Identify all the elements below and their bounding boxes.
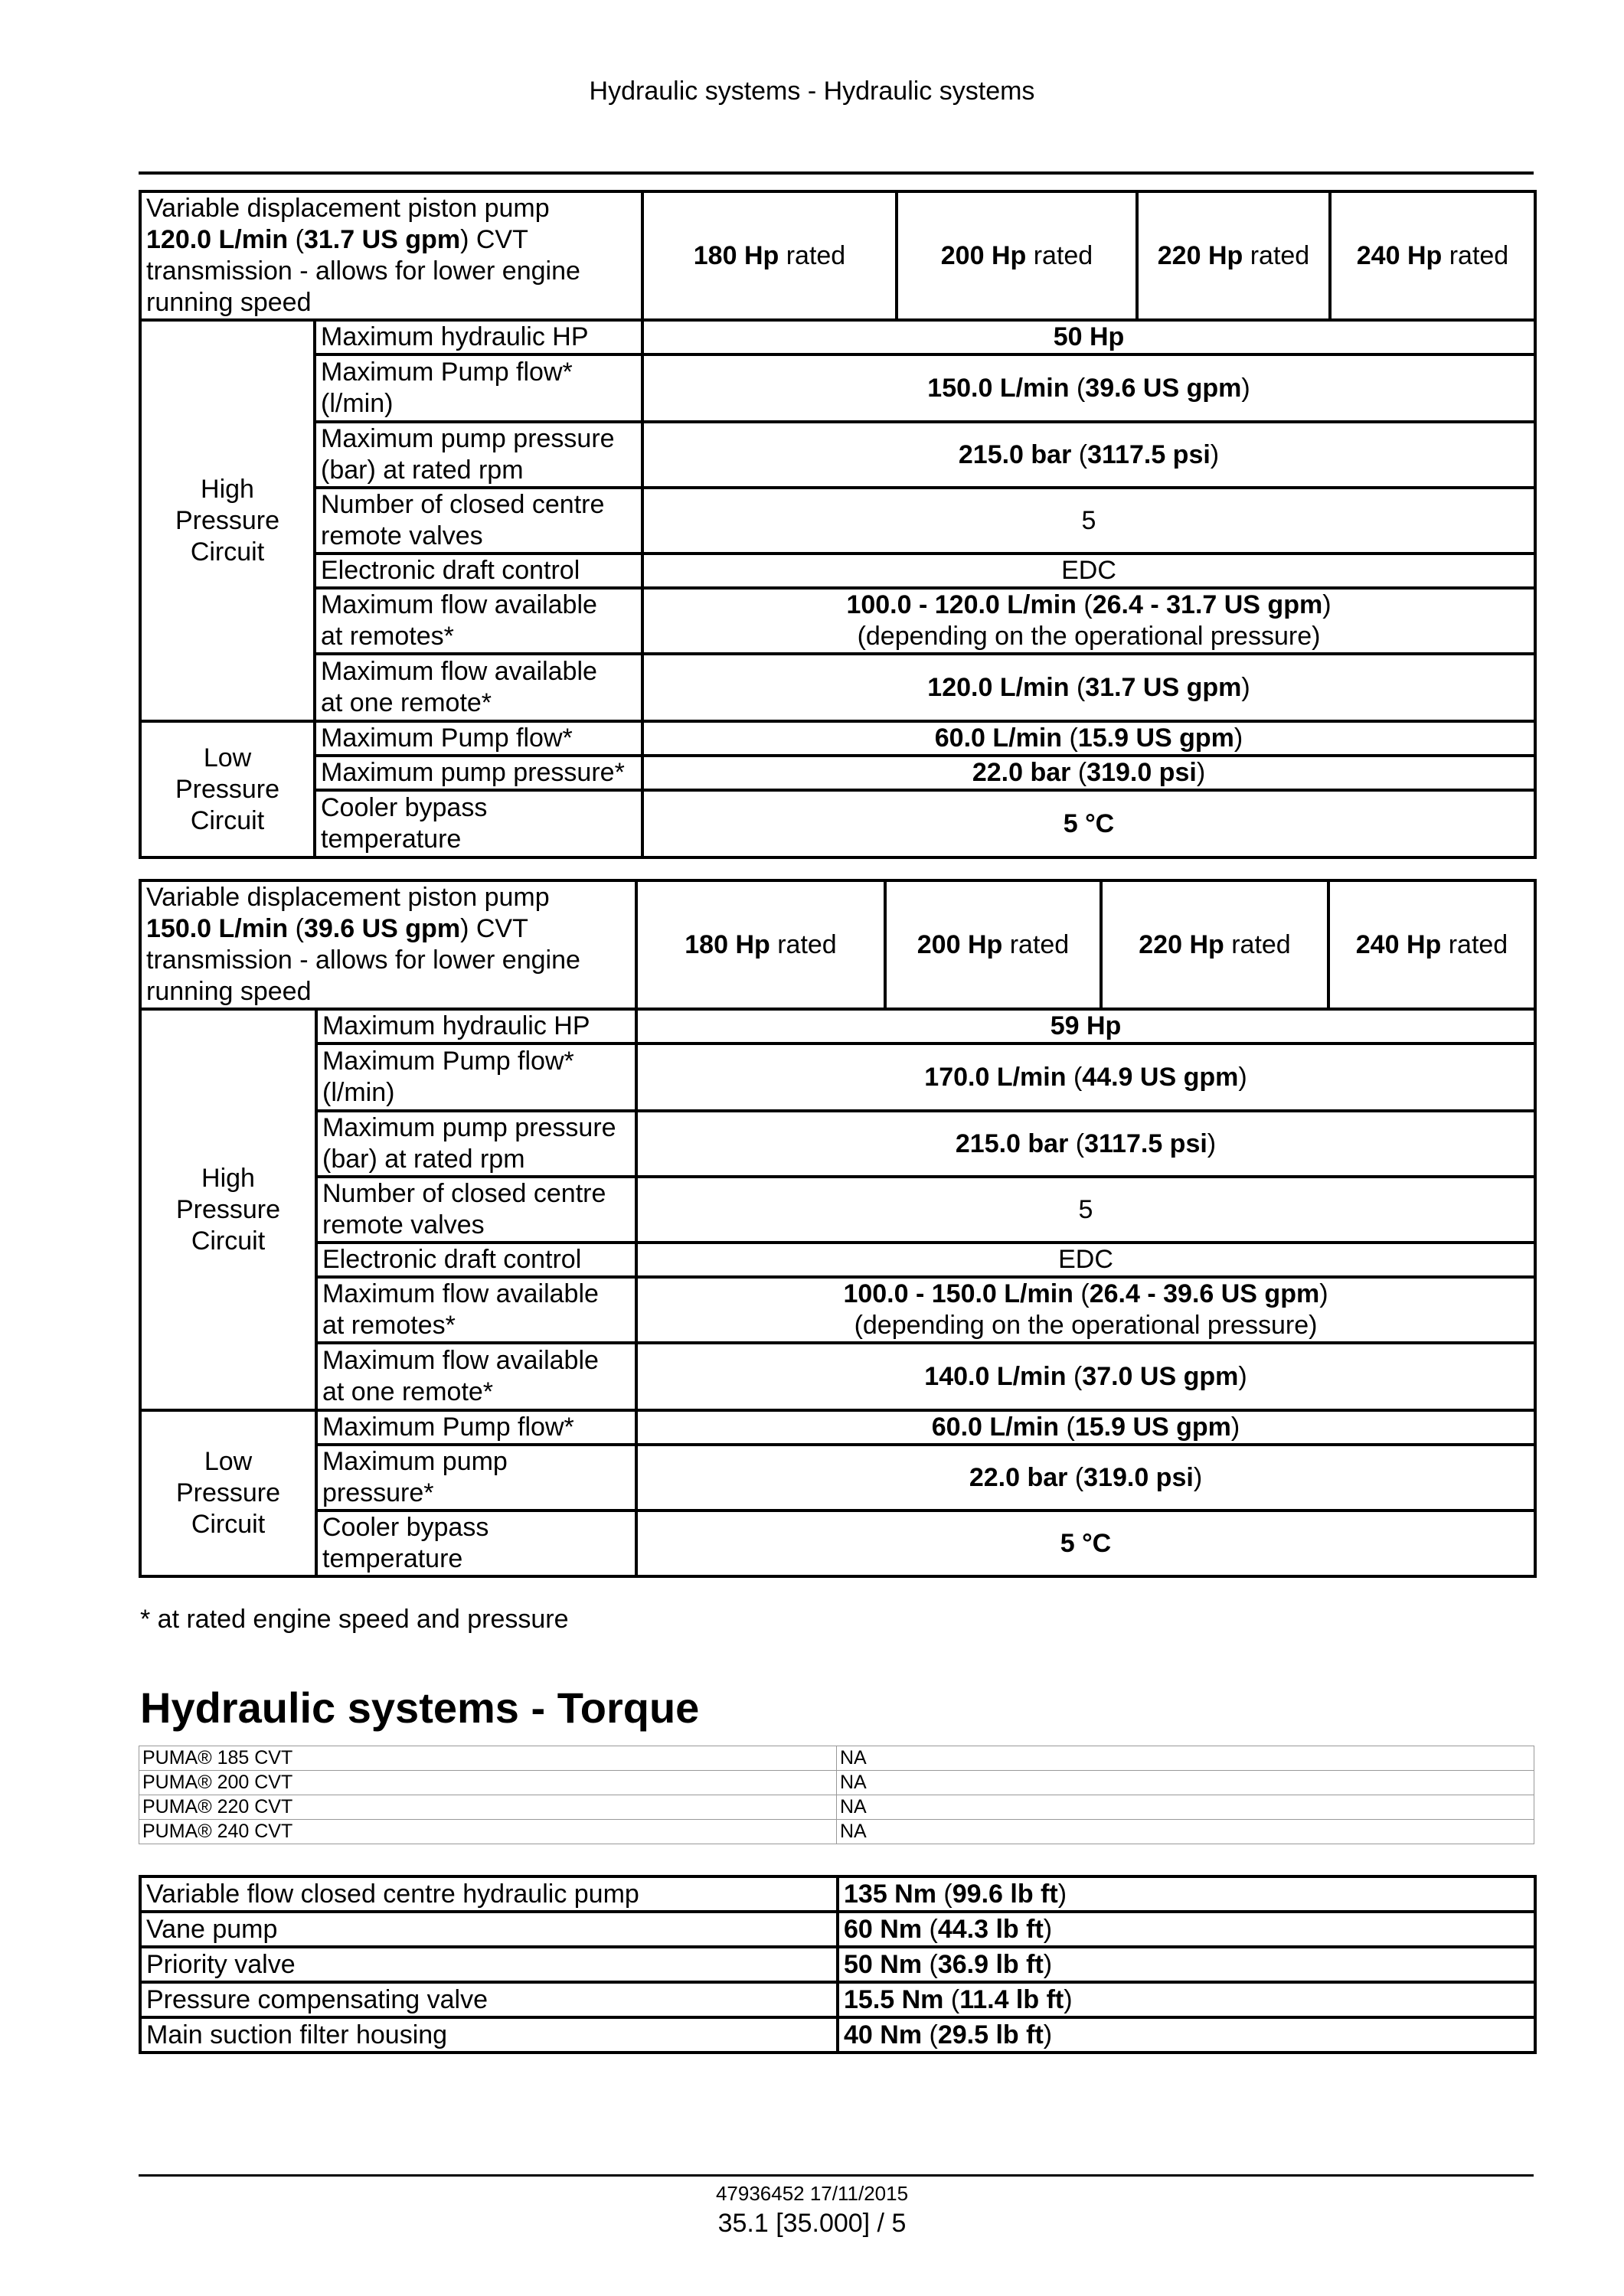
model-name: PUMA® 185 CVT <box>139 1746 837 1771</box>
rating-header-200: 200 Hp rated <box>897 191 1137 320</box>
rating-header-180: 180 Hp rated <box>642 191 897 320</box>
param-value: 140.0 L/min (37.0 US gpm) <box>636 1343 1535 1410</box>
param-label: Number of closed centre remote valves <box>315 488 642 554</box>
pump-description: Variable displacement piston pump 120.0 L/min (31.7 US gpm) CVT transmission - allows for lower engine running speed <box>140 191 642 320</box>
rating-header-200: 200 Hp rated <box>885 880 1101 1009</box>
param-value: 215.0 bar (3117.5 psi) <box>636 1111 1535 1177</box>
spec-row <box>140 1177 1535 1243</box>
torque-row <box>140 1982 1535 2017</box>
torque-row <box>140 2017 1535 2053</box>
torque-value: 40 Nm (29.5 lb ft) <box>838 2017 1535 2053</box>
spec-row <box>140 588 1535 654</box>
torque-table <box>139 1875 1537 2054</box>
torque-row <box>140 1876 1535 1912</box>
spec-row <box>140 721 1535 756</box>
rating-header-240: 240 Hp rated <box>1330 191 1535 320</box>
page-number: 35.1 [35.000] / 5 <box>717 2209 907 2238</box>
param-label: Electronic draft control <box>316 1243 636 1277</box>
low-pressure-circuit-label: Low Pressure Circuit <box>140 721 315 857</box>
param-value: 59 Hp <box>636 1009 1535 1043</box>
header-rule <box>139 171 1534 175</box>
param-label: Maximum Pump flow* <box>316 1410 636 1445</box>
document-id: 47936452 17/11/2015 <box>715 2182 909 2205</box>
spec-row <box>140 354 1535 422</box>
model-value: NA <box>837 1820 1534 1844</box>
param-label: Maximum Pump flow* <box>315 721 642 756</box>
spec-row <box>140 1111 1535 1177</box>
torque-component: Vane pump <box>140 1912 838 1947</box>
torque-row <box>140 1947 1535 1982</box>
spec-row <box>140 422 1535 488</box>
param-label: Number of closed centre remote valves <box>316 1177 636 1243</box>
torque-value: 50 Nm (36.9 lb ft) <box>838 1947 1535 1982</box>
spec-header-row <box>140 191 1535 320</box>
spec-row <box>140 756 1535 790</box>
torque-component: Pressure compensating valve <box>140 1982 838 2017</box>
param-value: 5 °C <box>642 790 1535 857</box>
rating-header-180: 180 Hp rated <box>636 880 885 1009</box>
param-value: 60.0 L/min (15.9 US gpm) <box>642 721 1535 756</box>
rating-header-240: 240 Hp rated <box>1328 880 1535 1009</box>
model-value: NA <box>837 1795 1534 1820</box>
param-value: 22.0 bar (319.0 psi) <box>642 756 1535 790</box>
model-row <box>139 1746 1534 1771</box>
param-label: Maximum pump pressure* <box>316 1445 636 1511</box>
spec-row <box>140 554 1535 588</box>
param-value: 60.0 L/min (15.9 US gpm) <box>636 1410 1535 1445</box>
pump-description: Variable displacement piston pump 150.0 L/min (39.6 US gpm) CVT transmission - allows for lower engine running speed <box>140 880 636 1009</box>
param-value: 22.0 bar (319.0 psi) <box>636 1445 1535 1511</box>
footnote: * at rated engine speed and pressure <box>140 1605 569 1634</box>
spec-row <box>140 654 1535 721</box>
section-title: Hydraulic systems - Torque <box>140 1684 700 1732</box>
model-name: PUMA® 240 CVT <box>139 1820 837 1844</box>
rating-header-220: 220 Hp rated <box>1137 191 1330 320</box>
model-name: PUMA® 200 CVT <box>139 1771 837 1795</box>
torque-value: 60 Nm (44.3 lb ft) <box>838 1912 1535 1947</box>
running-header: Hydraulic systems - Hydraulic systems <box>589 77 1035 106</box>
low-pressure-circuit-label: Low Pressure Circuit <box>140 1410 316 1576</box>
param-value: 170.0 L/min (44.9 US gpm) <box>636 1043 1535 1111</box>
spec-row <box>140 1511 1535 1576</box>
param-value: 100.0 - 120.0 L/min (26.4 - 31.7 US gpm) (depending on the operational pressure) <box>642 588 1535 654</box>
param-value: 215.0 bar (3117.5 psi) <box>642 422 1535 488</box>
high-pressure-circuit-label: High Pressure Circuit <box>140 320 315 721</box>
param-label: Maximum hydraulic HP <box>315 320 642 354</box>
high-pressure-circuit-label: High Pressure Circuit <box>140 1009 316 1410</box>
spec-header-row <box>140 880 1535 1009</box>
model-row <box>139 1795 1534 1820</box>
param-label: Maximum Pump flow* (l/min) <box>316 1043 636 1111</box>
param-value: 5 °C <box>636 1511 1535 1576</box>
param-value: 100.0 - 150.0 L/min (26.4 - 39.6 US gpm) (depending on the operational pressure) <box>636 1277 1535 1343</box>
param-label: Maximum pump pressure (bar) at rated rpm <box>316 1111 636 1177</box>
spec-row <box>140 1445 1535 1511</box>
torque-component: Main suction filter housing <box>140 2017 838 2053</box>
param-label: Electronic draft control <box>315 554 642 588</box>
param-label: Cooler bypass temperature <box>316 1511 636 1576</box>
spec-row <box>140 1243 1535 1277</box>
param-value: EDC <box>636 1243 1535 1277</box>
torque-value: 15.5 Nm (11.4 lb ft) <box>838 1982 1535 2017</box>
rating-header-220: 220 Hp rated <box>1101 880 1328 1009</box>
spec-table-150 <box>139 879 1537 1578</box>
torque-row <box>140 1912 1535 1947</box>
model-value: NA <box>837 1746 1534 1771</box>
param-label: Maximum Pump flow* (l/min) <box>315 354 642 422</box>
spec-table-120 <box>139 190 1537 859</box>
param-value: 150.0 L/min (39.6 US gpm) <box>642 354 1535 422</box>
param-label: Cooler bypass temperature <box>315 790 642 857</box>
spec-row <box>140 1343 1535 1410</box>
footer-rule <box>139 2174 1534 2177</box>
param-label: Maximum flow available at remotes* <box>316 1277 636 1343</box>
param-value: 50 Hp <box>642 320 1535 354</box>
spec-row <box>140 1009 1535 1043</box>
param-label: Maximum flow available at remotes* <box>315 588 642 654</box>
param-label: Maximum flow available at one remote* <box>316 1343 636 1410</box>
param-value: 5 <box>636 1177 1535 1243</box>
model-row <box>139 1771 1534 1795</box>
param-label: Maximum hydraulic HP <box>316 1009 636 1043</box>
spec-row <box>140 320 1535 354</box>
spec-row <box>140 1277 1535 1343</box>
spec-row <box>140 1410 1535 1445</box>
model-table <box>139 1746 1534 1844</box>
torque-component: Variable flow closed centre hydraulic pump <box>140 1876 838 1912</box>
param-label: Maximum flow available at one remote* <box>315 654 642 721</box>
spec-row <box>140 790 1535 857</box>
torque-value: 135 Nm (99.6 lb ft) <box>838 1876 1535 1912</box>
param-label: Maximum pump pressure* <box>315 756 642 790</box>
model-value: NA <box>837 1771 1534 1795</box>
model-name: PUMA® 220 CVT <box>139 1795 837 1820</box>
param-value: EDC <box>642 554 1535 588</box>
param-value: 120.0 L/min (31.7 US gpm) <box>642 654 1535 721</box>
spec-row <box>140 1043 1535 1111</box>
model-row <box>139 1820 1534 1844</box>
param-value: 5 <box>642 488 1535 554</box>
spec-row <box>140 488 1535 554</box>
torque-component: Priority valve <box>140 1947 838 1982</box>
param-label: Maximum pump pressure (bar) at rated rpm <box>315 422 642 488</box>
